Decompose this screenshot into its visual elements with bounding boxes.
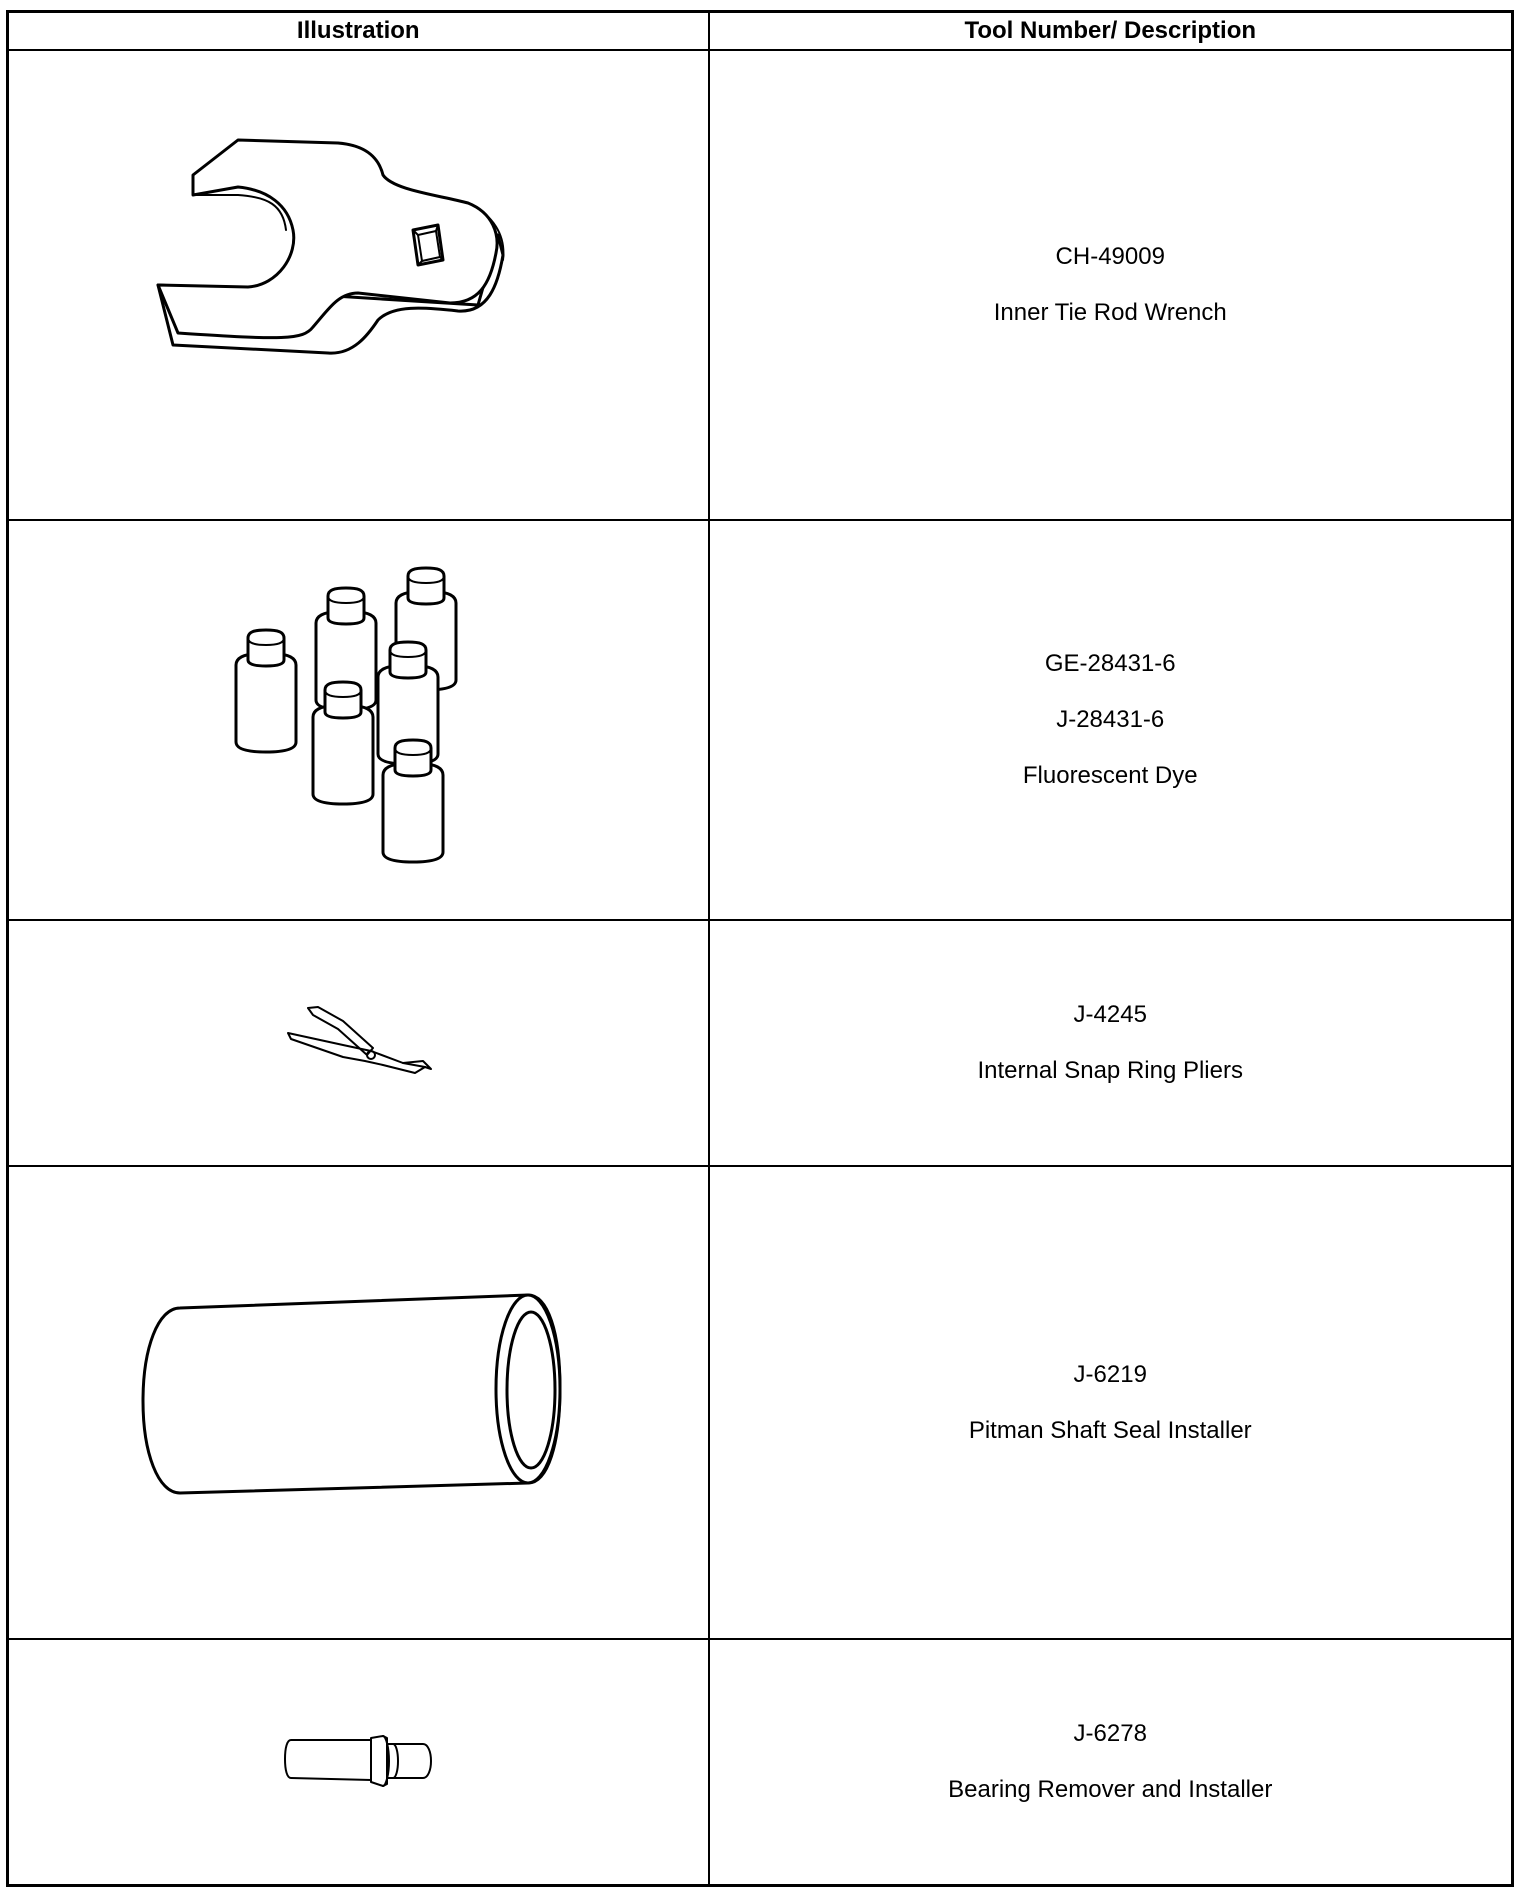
table-row (8, 1166, 1513, 1639)
bearing-remover-installer-icon (283, 1732, 433, 1792)
tool-description: Internal Snap Ring Pliers (977, 1057, 1243, 1084)
snap-ring-pliers-icon (283, 1003, 433, 1083)
tool-description: Bearing Remover and Installer (948, 1775, 1273, 1803)
tool-description: Fluorescent Dye (1022, 762, 1198, 789)
tool-description-cell (709, 50, 1513, 520)
tool-description-column-header: Tool Number/ Description (709, 12, 1513, 51)
seal-installer-tube-icon (138, 1293, 578, 1513)
table-row (8, 1639, 1513, 1885)
illustration-cell (8, 1166, 709, 1639)
tool-description-cell (709, 1639, 1513, 1885)
inner-tie-rod-wrench-icon (138, 135, 578, 435)
table-row (8, 50, 1513, 520)
tool-description-cell (709, 920, 1513, 1166)
table-row (8, 520, 1513, 920)
illustration-cell (8, 520, 709, 920)
tool-number: J-6219 (1073, 1360, 1147, 1388)
illustration-column-header: Illustration (8, 12, 709, 51)
tool-number: CH-49009 (1055, 243, 1165, 270)
tool-number: J-6278 (1073, 1719, 1147, 1747)
table-header-row (8, 12, 1513, 51)
tool-number-alt: J-28431-6 (1056, 706, 1165, 733)
tool-description: Pitman Shaft Seal Installer (968, 1416, 1252, 1444)
illustration-cell (8, 50, 709, 520)
tool-number: J-4245 (1073, 1001, 1147, 1028)
tool-description-cell (709, 1166, 1513, 1639)
special-tools-table (6, 10, 1514, 1887)
illustration-cell (8, 1639, 709, 1885)
tool-description: Inner Tie Rod Wrench (993, 299, 1227, 326)
illustration-cell (8, 920, 709, 1166)
fluorescent-dye-bottles-icon (228, 560, 488, 880)
tool-description-cell (709, 520, 1513, 920)
table-row (8, 920, 1513, 1166)
tool-number: GE-28431-6 (1044, 650, 1176, 677)
